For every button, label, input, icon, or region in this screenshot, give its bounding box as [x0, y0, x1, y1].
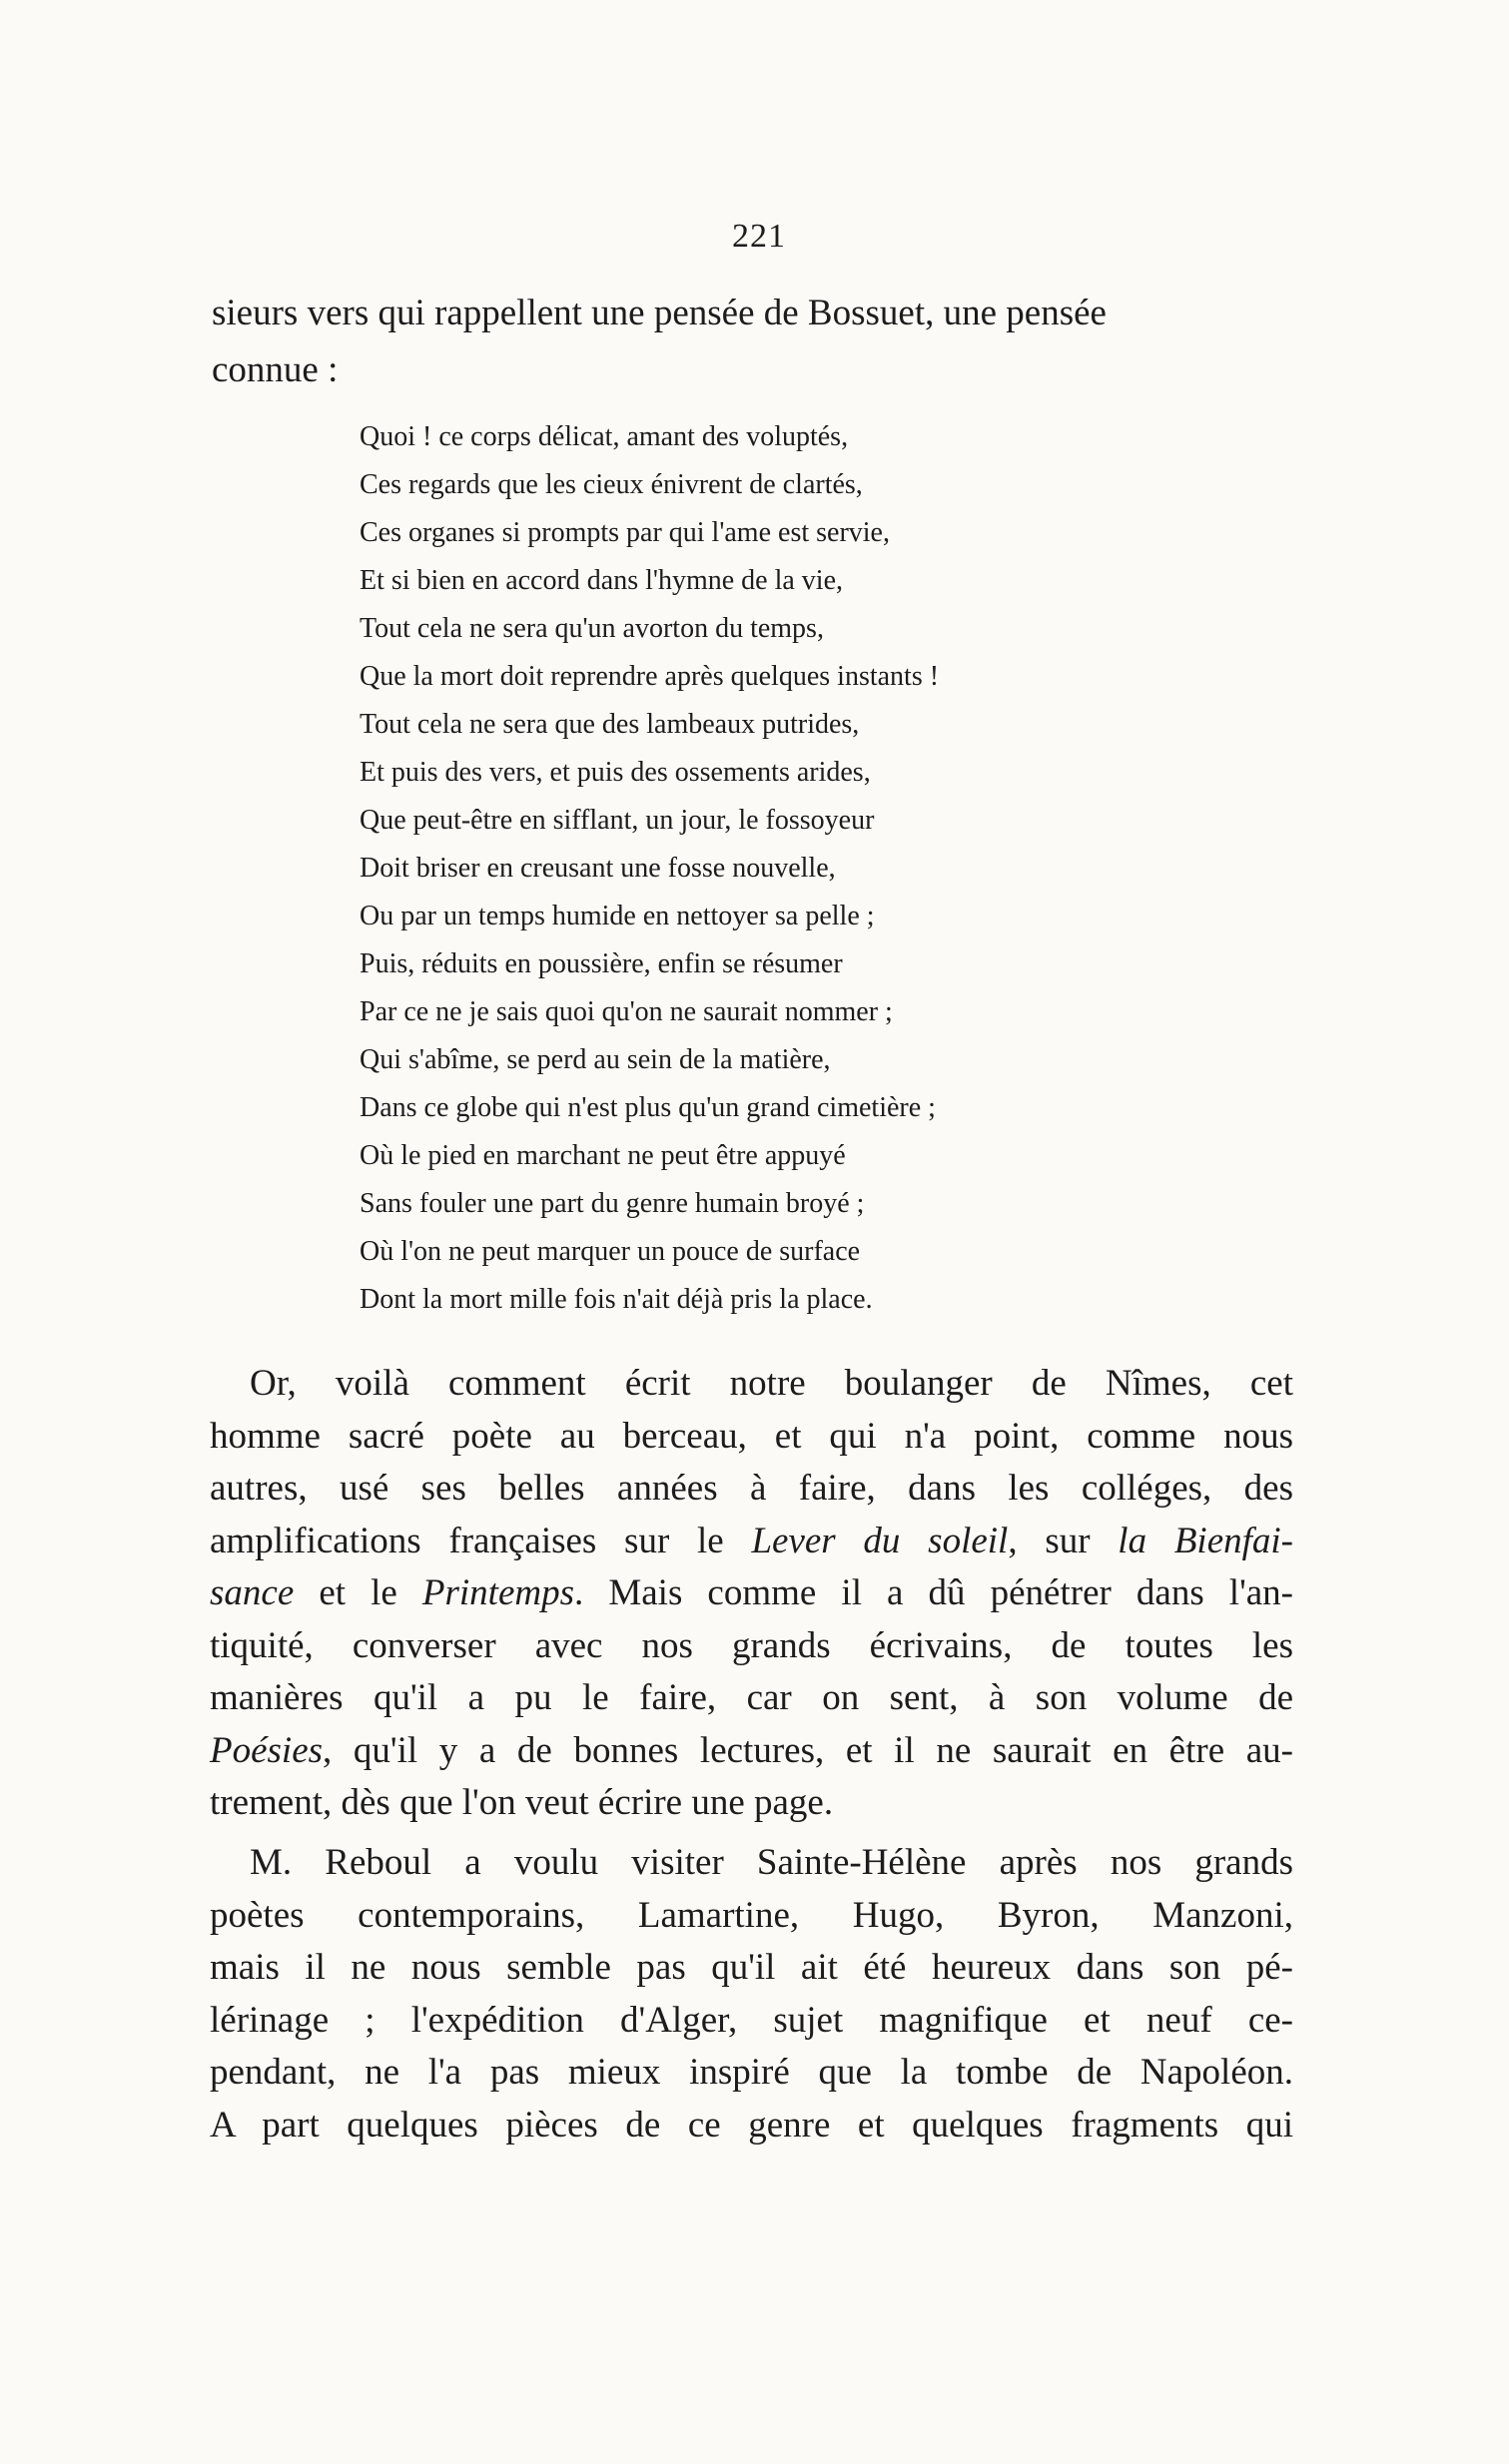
text-line: homme sacré poète au berceau, et qui n'a point, comme nous — [210, 1415, 1293, 1457]
text-line — [210, 1567, 1293, 1620]
text-line: manières qu'il a pu le faire, car on sent, à son volume de — [210, 1677, 1293, 1718]
poem-line: Sans fouler une part du genre humain broyé ; — [360, 1188, 865, 1219]
italic-title: Lever du soleil — [751, 1520, 1009, 1561]
italic-title: Printemps — [421, 1572, 575, 1613]
text-line — [210, 1725, 1293, 1778]
text-line: Or, voilà comment écrit notre boulanger de Nîmes, cet — [250, 1363, 1293, 1404]
poem-line: Que la mort doit reprendre après quelques instants ! — [360, 661, 940, 692]
italic-title: sance — [210, 1572, 295, 1613]
paragraph-2 — [210, 1837, 1293, 2152]
intro-text — [212, 285, 1325, 398]
poem-line: Qui s'abîme, se perd au sein de la matière, — [360, 1044, 831, 1075]
text-line: autres, usé ses belles années à faire, dans les colléges, des — [210, 1468, 1293, 1509]
poem-line: Et si bien en accord dans l'hymne de la vie, — [360, 565, 843, 596]
poem-line: Où l'on ne peut marquer un pouce de surface — [360, 1236, 861, 1267]
poem-line: Ces organes si prompts par qui l'ame est servie, — [360, 517, 890, 548]
text-line — [210, 1516, 1293, 1568]
italic-title: Poésies — [210, 1729, 324, 1771]
text-line: trement, dès que l'on veut écrire une page. — [210, 1782, 834, 1823]
text-line: connue : — [212, 349, 339, 390]
paragraph-1 — [210, 1358, 1293, 1830]
text-line: pendant, ne l'a pas mieux inspiré que la tombe de Napoléon. — [210, 2052, 1293, 2093]
text-line: mais il ne nous semble pas qu'il ait été heureux dans son pé- — [210, 1947, 1293, 1988]
page-number: 221 — [732, 218, 786, 255]
poem-line: Quoi ! ce corps délicat, amant des voluptés, — [360, 421, 849, 452]
text-run: amplifications françaises sur le — [210, 1520, 752, 1561]
poem-line: Dont la mort mille fois n'ait déjà pris la place. — [360, 1284, 873, 1315]
text-run: , qu'il y a de bonnes lectures, et il ne saurait en être au- — [323, 1729, 1293, 1771]
italic-title: la Bienfai- — [1118, 1520, 1293, 1561]
poem-line: Tout cela ne sera qu'un avorton du temps, — [360, 613, 824, 644]
poem-line: Doit briser en creusant une fosse nouvelle, — [360, 853, 836, 884]
poem-line: Que peut-être en sifflant, un jour, le fossoyeur — [360, 805, 875, 836]
poem-line: Ou par un temps humide en nettoyer sa pelle ; — [360, 901, 875, 931]
poem-line: Dans ce globe qui n'est plus qu'un grand cimetière ; — [360, 1092, 936, 1123]
text-line: A part quelques pièces de ce genre et quelques fragments qui — [210, 2104, 1293, 2146]
poem-line: Ces regards que les cieux énivrent de clartés, — [360, 469, 863, 500]
poem-line: Où le pied en marchant ne peut être appuyé — [360, 1140, 846, 1171]
poem-line: Par ce ne je sais quoi qu'on ne saurait nommer ; — [360, 996, 893, 1027]
text-line: tiquité, converser avec nos grands écrivains, de toutes les — [210, 1624, 1293, 1666]
text-line: lérinage ; l'expédition d'Alger, sujet magnifique et neuf ce- — [210, 1999, 1293, 2041]
poem-quotation — [360, 413, 1158, 1324]
poem-line: Et puis des vers, et puis des ossements arides, — [360, 757, 871, 788]
text-line: poètes contemporains, Lamartine, Hugo, Byron, Manzoni, — [210, 1894, 1293, 1936]
text-run: et le — [294, 1572, 422, 1613]
text-line: sieurs vers qui rappellent une pensée de Bossuet, une pensée — [212, 293, 1107, 333]
text-run: . Mais comme il a dû pénétrer dans l'an- — [574, 1572, 1294, 1613]
text-run: , sur — [1008, 1520, 1119, 1561]
poem-line: Puis, réduits en poussière, enfin se résumer — [360, 948, 843, 979]
text-line: M. Reboul a voulu visiter Sainte-Hélène après nos grands — [250, 1842, 1293, 1883]
poem-line: Tout cela ne sera que des lambeaux putrides, — [360, 709, 860, 740]
